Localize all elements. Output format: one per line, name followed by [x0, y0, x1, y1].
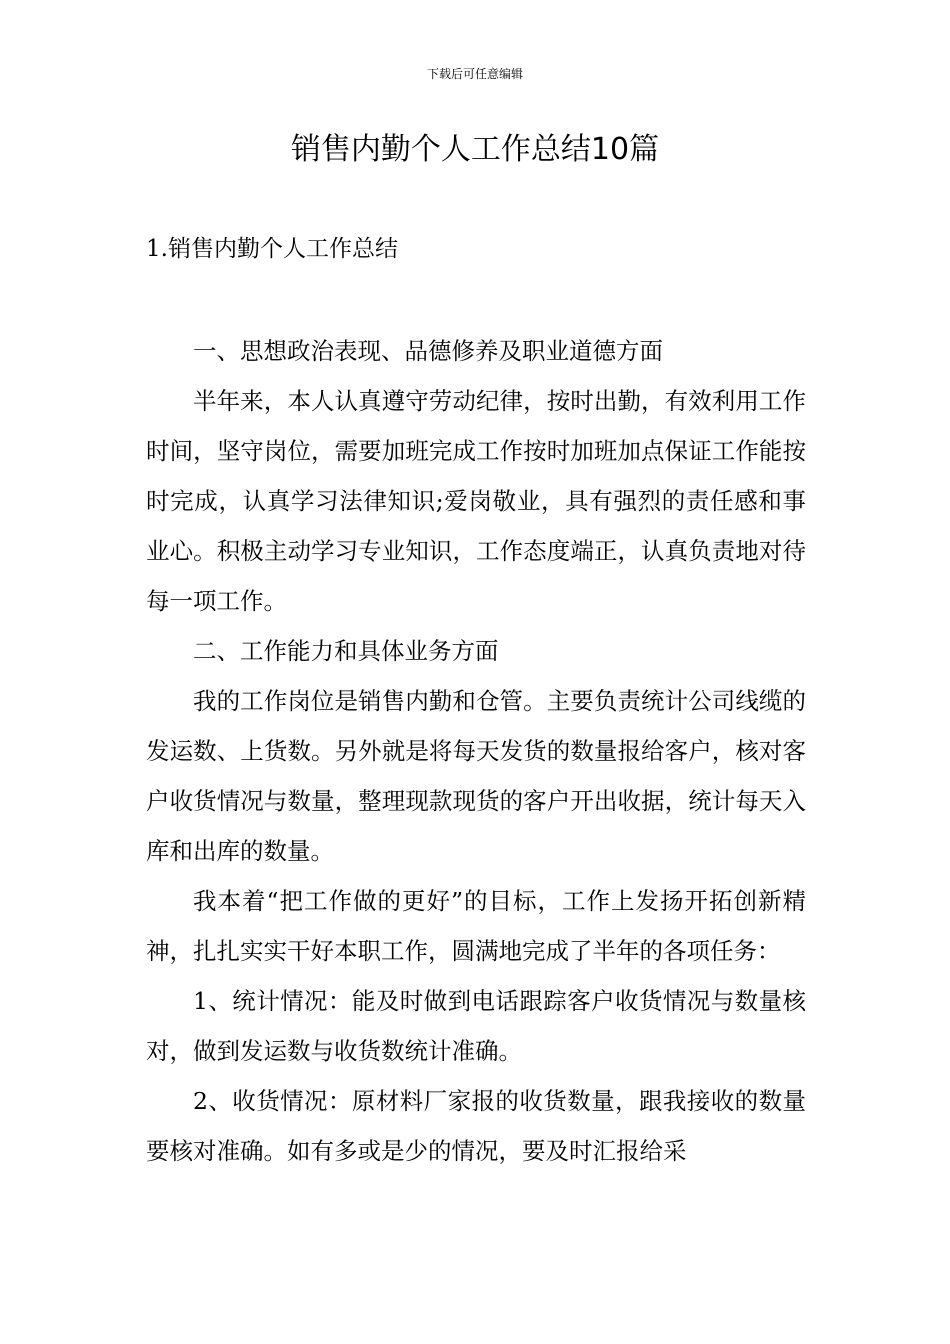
document-title: 销售内勤个人工作总结10篇 [290, 132, 660, 167]
paragraph-item-2: 2、收货情况：原材料厂家报的收货数量，跟我接收的数量要核对准确。如有多或是少的情况，要及时汇报给采 [146, 1087, 806, 1165]
paragraph: 我本着“把工作做的更好”的目标，工作上发扬开拓创新精神，扎扎实实干好本职工作，圆满地完成了半年的各项任务： [146, 887, 806, 965]
document-body [146, 326, 806, 1176]
paragraph-heading-1: 一、思想政治表现、品德修养及职业道德方面 [193, 337, 663, 365]
paragraph: 我的工作岗位是销售内勤和仓管。主要负责统计公司线缆的发运数、上货数。另外就是将每天发货的数量报给客户，核对客户收货情况与数量，整理现款现货的客户开出收据，统计每天入库和出库的数量。 [146, 687, 806, 865]
paragraph-item-1: 1、统计情况：能及时做到电话跟踪客户收货情况与数量核对，做到发运数与收货数统计准确。 [146, 987, 806, 1065]
paragraph: 半年来，本人认真遵守劳动纪律，按时出勤，有效利用工作时间，坚守岗位，需要加班完成工作按时加班加点保证工作能按时完成，认真学习法律知识;爱岗敬业，具有强烈的责任感和事业心。积极主动学习专业知识，工作态度端正，认真负责地对待每一项工作。 [146, 387, 806, 615]
header-note: 下载后可任意编辑 [426, 67, 523, 81]
paragraph-heading-2: 二、工作能力和具体业务方面 [193, 637, 499, 665]
section-heading: 1.销售内勤个人工作总结 [146, 236, 398, 262]
